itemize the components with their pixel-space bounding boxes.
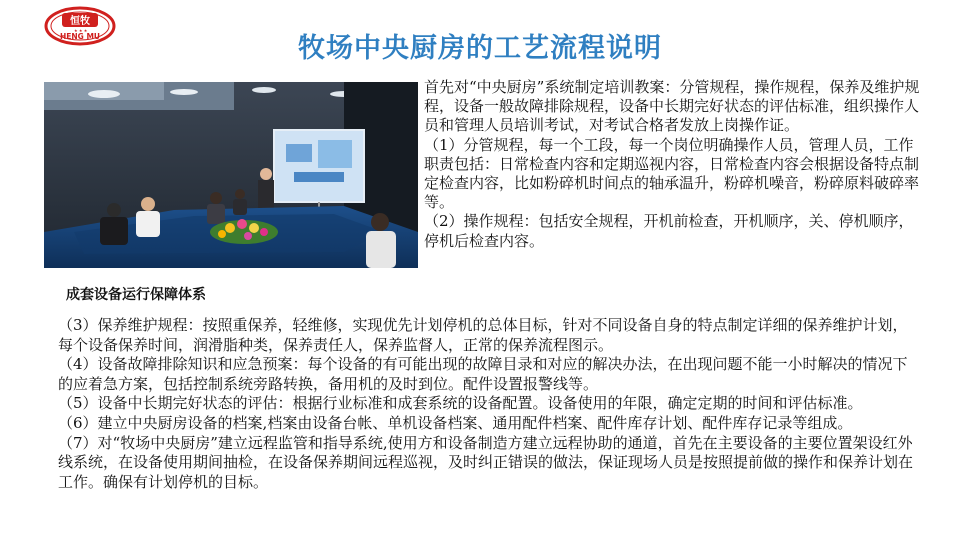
body-paragraph-2: （5）设备中长期完好状态的评估：根据行业标准和成套系统的设备配置。设备使用的年限，确定定期的时间和评估标准。 — [58, 394, 863, 413]
meeting-room-photo — [44, 82, 418, 268]
section-subheading: 成套设备运行保障体系 — [66, 287, 206, 303]
body-paragraph-0: （3）保养维护规程：按照重保养，轻维修，实现优先计划停机的总体目标，针对不同设备自身的特点制定详细的保养维护计划，每个设备保养时间，润滑脂种类，保养责任人，保养监督人，正常的保养流程图示。 — [58, 316, 908, 354]
intro-paragraph-1: （1）分管规程，每一个工段，每一个岗位明确操作人员，管理人员，工作职责包括：日常检查内容和定期巡视内容，日常检查内容会根据设备特点制定检查内容，比如粉碎机时间点的轴承温升，粉碎机噪音，粉碎原料破碎率等。 — [424, 135, 920, 212]
logo-bottom-text: HENG MU — [60, 32, 100, 41]
body-text-block — [58, 316, 920, 492]
body-paragraph-4: （7）对“牧场中央厨房”建立远程监管和指导系统,使用方和设备制造方建立远程协助的通道，首先在主要设备的主要位置架设红外线系统，在设备使用期间抽检，在设备保养期间远程巡视，及时纠正错误的做法，保证现场人员是按照提前做的操作和保养计划在工作。确保有计划停机的目标。 — [58, 433, 914, 491]
svg-text:★ ★ ★: ★ ★ ★ — [74, 28, 88, 33]
body-paragraph-1: （4）设备故障排除知识和应急预案：每个设备的有可能出现的故障目录和对应的解决办法，在出现问题不能一小时解决的情况下的应着急方案，包括控制系统旁路转换，备用机的及时到位。配件设置报警线等。 — [58, 355, 908, 393]
intro-paragraph-0: 首先对“中央厨房”系统制定培训教案：分管规程，操作规程，保养及维护规程，设备一般故障排除规程，设备中长期完好状态的评估标准，组织操作人员和管理人员培训考试，对考试合格者发放上岗操作证。 — [424, 78, 920, 135]
page-title: 牧场中央厨房的工艺流程说明 — [298, 33, 662, 64]
body-paragraph-3: （6）建立中央厨房设备的档案,档案由设备台帐、单机设备档案、通用配件档案、配件库存计划、配件库存记录等组成。 — [58, 413, 853, 432]
intro-text-block — [424, 78, 924, 251]
logo-top-text: 恒牧 — [70, 16, 90, 27]
intro-paragraph-2: （2）操作规程：包括安全规程，开机前检查，开机顺序，关、停机顺序，停机后检查内容。 — [424, 212, 914, 250]
